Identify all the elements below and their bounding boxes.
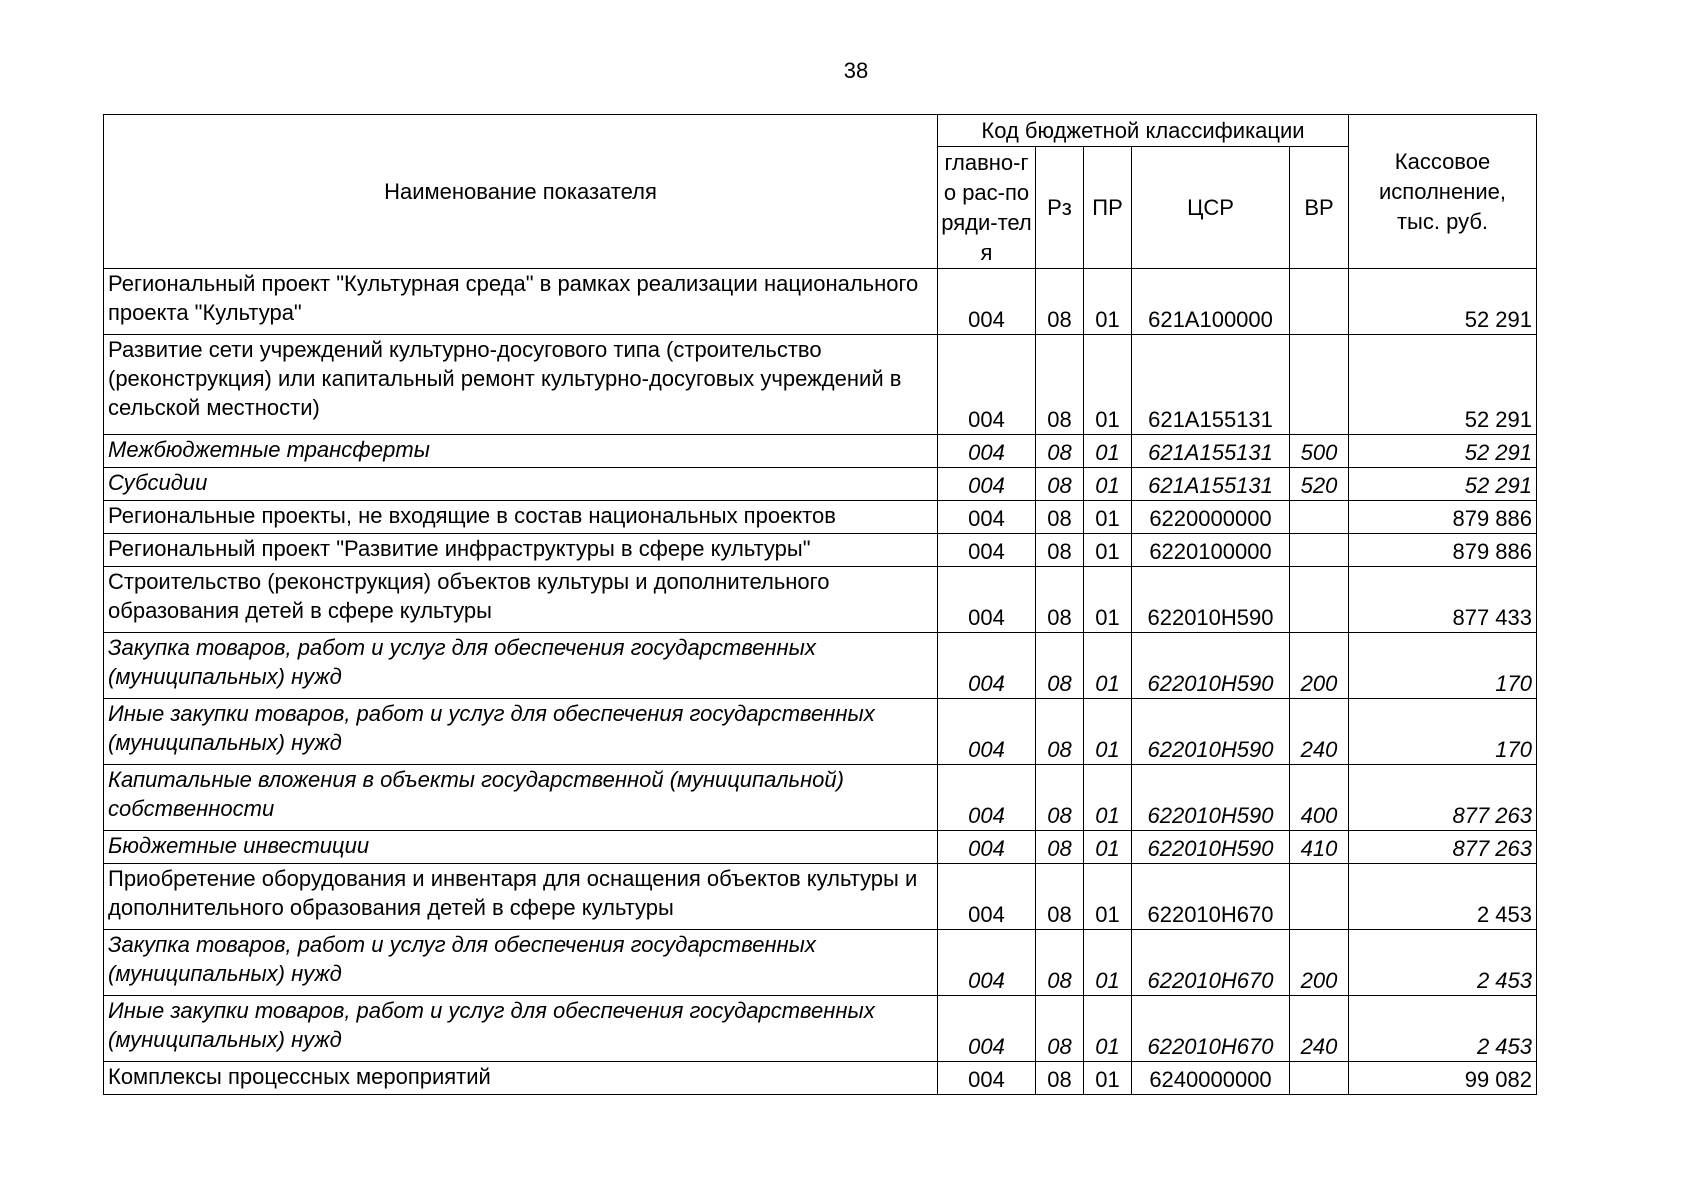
row-csr: 6220000000 (1132, 501, 1290, 534)
row-name: Комплексы процессных мероприятий (104, 1062, 938, 1095)
row-pr: 01 (1084, 765, 1132, 831)
page-number: 38 (843, 58, 869, 83)
row-vr (1290, 864, 1349, 930)
row-amount: 879 886 (1349, 501, 1537, 534)
row-amount: 52 291 (1349, 335, 1537, 435)
table-body (104, 269, 1537, 1095)
row-amount: 170 (1349, 633, 1537, 699)
row-csr: 622010H590 (1132, 567, 1290, 633)
table-row (104, 501, 1537, 534)
row-amount: 877 263 (1349, 831, 1537, 864)
row-pr: 01 (1084, 1062, 1132, 1095)
row-vr: 240 (1290, 699, 1349, 765)
budget-table (103, 114, 1537, 1095)
row-csr: 621A100000 (1132, 269, 1290, 335)
header-vr: ВР (1290, 147, 1349, 269)
row-pr: 01 (1084, 269, 1132, 335)
row-name: Строительство (реконструкция) объектов культуры и дополнительного образования детей в сфере культуры (104, 567, 938, 633)
row-glav: 004 (938, 335, 1036, 435)
row-amount: 877 433 (1349, 567, 1537, 633)
row-csr: 622010H590 (1132, 831, 1290, 864)
row-vr: 410 (1290, 831, 1349, 864)
row-vr (1290, 335, 1349, 435)
table-row (104, 633, 1537, 699)
row-glav: 004 (938, 699, 1036, 765)
row-rz: 08 (1036, 633, 1084, 699)
row-name: Региональный проект "Развитие инфраструктуры в сфере культуры" (104, 534, 938, 567)
header-csr: ЦСР (1132, 147, 1290, 269)
row-rz: 08 (1036, 996, 1084, 1062)
row-name: Капитальные вложения в объекты государственной (муниципальной) собственности (104, 765, 938, 831)
row-vr (1290, 501, 1349, 534)
row-amount: 2 453 (1349, 864, 1537, 930)
row-name: Приобретение оборудования и инвентаря для оснащения объектов культуры и дополнительного образования детей в сфере культуры (104, 864, 938, 930)
row-pr: 01 (1084, 831, 1132, 864)
table-row (104, 996, 1537, 1062)
row-rz: 08 (1036, 501, 1084, 534)
row-name: Региональный проект "Культурная среда" в рамках реализации национального проекта "Культура" (104, 269, 938, 335)
row-glav: 004 (938, 567, 1036, 633)
row-glav: 004 (938, 765, 1036, 831)
row-amount: 170 (1349, 699, 1537, 765)
row-rz: 08 (1036, 1062, 1084, 1095)
row-glav: 004 (938, 831, 1036, 864)
row-glav: 004 (938, 534, 1036, 567)
row-rz: 08 (1036, 864, 1084, 930)
row-name: Иные закупки товаров, работ и услуг для обеспечения государственных (муниципальных) нужд (104, 699, 938, 765)
row-pr: 01 (1084, 633, 1132, 699)
row-name: Межбюджетные трансферты (104, 435, 938, 468)
row-rz: 08 (1036, 269, 1084, 335)
row-pr: 01 (1084, 501, 1132, 534)
row-amount: 2 453 (1349, 996, 1537, 1062)
row-amount: 879 886 (1349, 534, 1537, 567)
row-vr: 200 (1290, 633, 1349, 699)
row-csr: 621A155131 (1132, 468, 1290, 501)
row-csr: 622010H670 (1132, 864, 1290, 930)
row-name: Иные закупки товаров, работ и услуг для обеспечения государственных (муниципальных) нужд (104, 996, 938, 1062)
table-row (104, 534, 1537, 567)
row-amount: 877 263 (1349, 765, 1537, 831)
row-pr: 01 (1084, 435, 1132, 468)
row-csr: 621A155131 (1132, 335, 1290, 435)
table-row (104, 269, 1537, 335)
row-name: Субсидии (104, 468, 938, 501)
row-rz: 08 (1036, 335, 1084, 435)
row-glav: 004 (938, 633, 1036, 699)
table-row (104, 435, 1537, 468)
row-rz: 08 (1036, 930, 1084, 996)
row-pr: 01 (1084, 567, 1132, 633)
row-vr (1290, 269, 1349, 335)
table-row (104, 864, 1537, 930)
row-rz: 08 (1036, 699, 1084, 765)
row-glav: 004 (938, 1062, 1036, 1095)
row-csr: 622010H590 (1132, 699, 1290, 765)
row-csr: 621A155131 (1132, 435, 1290, 468)
row-vr (1290, 534, 1349, 567)
row-csr: 622010H590 (1132, 633, 1290, 699)
table-row (104, 335, 1537, 435)
row-vr: 240 (1290, 996, 1349, 1062)
header-glav: главно-го рас-поряди-теля (938, 147, 1036, 269)
row-pr: 01 (1084, 335, 1132, 435)
table-row (104, 699, 1537, 765)
table-row (104, 567, 1537, 633)
row-name: Региональные проекты, не входящие в состав национальных проектов (104, 501, 938, 534)
row-amount: 52 291 (1349, 435, 1537, 468)
row-rz: 08 (1036, 534, 1084, 567)
row-pr: 01 (1084, 699, 1132, 765)
row-glav: 004 (938, 864, 1036, 930)
row-name: Закупка товаров, работ и услуг для обеспечения государственных (муниципальных) нужд (104, 930, 938, 996)
row-name: Бюджетные инвестиции (104, 831, 938, 864)
row-rz: 08 (1036, 435, 1084, 468)
row-vr: 500 (1290, 435, 1349, 468)
header-code-group: Код бюджетной классификации (938, 115, 1349, 147)
header-row-1 (104, 115, 1537, 147)
row-amount: 52 291 (1349, 269, 1537, 335)
row-csr: 622010H670 (1132, 930, 1290, 996)
row-glav: 004 (938, 501, 1036, 534)
row-csr: 622010H670 (1132, 996, 1290, 1062)
row-amount: 99 082 (1349, 1062, 1537, 1095)
table-row (104, 468, 1537, 501)
row-rz: 08 (1036, 765, 1084, 831)
row-csr: 6240000000 (1132, 1062, 1290, 1095)
row-vr: 400 (1290, 765, 1349, 831)
row-rz: 08 (1036, 567, 1084, 633)
row-pr: 01 (1084, 996, 1132, 1062)
row-pr: 01 (1084, 468, 1132, 501)
row-glav: 004 (938, 435, 1036, 468)
row-glav: 004 (938, 269, 1036, 335)
row-rz: 08 (1036, 831, 1084, 864)
row-glav: 004 (938, 930, 1036, 996)
row-vr (1290, 1062, 1349, 1095)
row-pr: 01 (1084, 534, 1132, 567)
row-pr: 01 (1084, 864, 1132, 930)
header-name: Наименование показателя (104, 115, 938, 269)
header-pr: ПР (1084, 147, 1132, 269)
table-row (104, 930, 1537, 996)
row-amount: 52 291 (1349, 468, 1537, 501)
row-vr (1290, 567, 1349, 633)
table-row (104, 1062, 1537, 1095)
row-glav: 004 (938, 468, 1036, 501)
row-name: Развитие сети учреждений культурно-досугового типа (строительство (реконструкция) или капитальный ремонт культурно-досуговых учреждений в сельской местности) (104, 335, 938, 435)
table-row (104, 831, 1537, 864)
row-vr: 200 (1290, 930, 1349, 996)
row-amount: 2 453 (1349, 930, 1537, 996)
row-name: Закупка товаров, работ и услуг для обеспечения государственных (муниципальных) нужд (104, 633, 938, 699)
table-row (104, 765, 1537, 831)
row-csr: 622010H590 (1132, 765, 1290, 831)
row-pr: 01 (1084, 930, 1132, 996)
row-glav: 004 (938, 996, 1036, 1062)
header-rz: Рз (1036, 147, 1084, 269)
row-rz: 08 (1036, 468, 1084, 501)
header-amount: Кассовое исполнение, тыс. руб. (1349, 115, 1537, 269)
row-csr: 6220100000 (1132, 534, 1290, 567)
row-vr: 520 (1290, 468, 1349, 501)
